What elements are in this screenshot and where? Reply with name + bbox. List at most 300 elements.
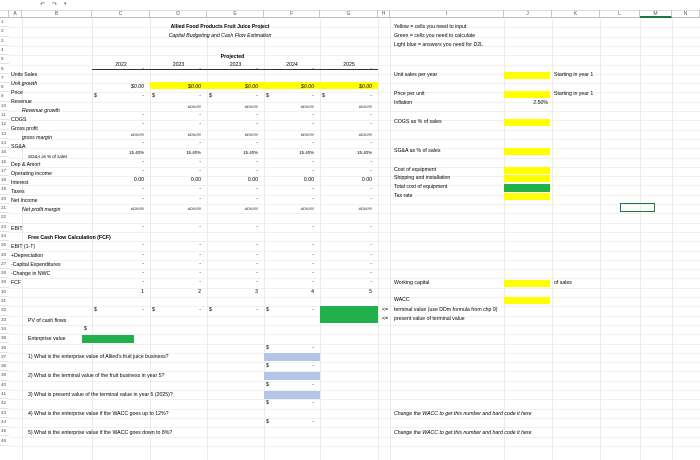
dash-cell[interactable]: - (199, 279, 201, 286)
grid-row-line (9, 232, 700, 233)
pv-dollar[interactable]: $ (209, 307, 212, 314)
question-5: 5) What is the enterprise value if the WACC goes down to 8%? (28, 430, 173, 436)
gross-margin-cell[interactable]: #DIV/0! (358, 131, 372, 137)
dash-cell[interactable]: - (370, 279, 372, 286)
row-header[interactable]: 28 (0, 269, 9, 278)
sga-cell[interactable]: - (312, 139, 314, 146)
total-cost-label: Total cost of equipment (394, 184, 448, 190)
answer-value[interactable]: - (312, 344, 314, 351)
label-operating-income: Operating income (11, 171, 52, 177)
dash-cell[interactable]: - (256, 186, 258, 193)
dash-cell[interactable]: - (142, 223, 144, 230)
revenue-growth-cell[interactable]: #DIV/0! (300, 103, 314, 109)
dash-cell[interactable]: - (142, 270, 144, 277)
dash-cell[interactable]: - (142, 112, 144, 118)
dash-cell[interactable]: - (142, 195, 144, 202)
revenue-growth-cell[interactable]: #DIV/0! (244, 103, 258, 109)
grid-row-line (9, 74, 700, 75)
interest-cell[interactable]: 0.00 (361, 177, 372, 184)
price-per-unit-label: Price per unit (394, 91, 425, 97)
dash-cell[interactable]: - (370, 121, 372, 128)
dash-cell[interactable]: - (142, 186, 144, 193)
dash-cell[interactable]: - (312, 65, 314, 72)
legend-blue: Light blue = answers you need for D2L (394, 42, 483, 48)
label-ebit: EBIT (11, 226, 23, 232)
revenue-dollar[interactable]: $ (94, 93, 97, 100)
label-gross-profit: Gross profit (11, 126, 38, 132)
pv-value[interactable]: - (199, 307, 201, 314)
dash-cell[interactable]: - (312, 186, 314, 193)
dash-cell[interactable]: - (199, 270, 201, 277)
period-number[interactable]: 4 (311, 288, 314, 295)
row-header[interactable]: 41 (0, 390, 9, 399)
pv-terminal-arrow: <= (382, 316, 389, 322)
row-header[interactable]: 8 (0, 83, 9, 92)
dash-cell[interactable]: - (142, 260, 144, 267)
grid-row-line (9, 213, 700, 214)
sga-pct-cell[interactable]: 15.40% (243, 150, 258, 156)
sga-pct-cell[interactable]: 15.40% (357, 150, 372, 156)
gross-margin-cell[interactable]: #DIV/0! (130, 131, 144, 137)
question-3: 3) What is present value of the terminal value in year 5 (2025)? (28, 392, 173, 398)
unit-sales-input[interactable] (504, 72, 550, 79)
answer-q3[interactable] (264, 391, 320, 399)
column-header[interactable]: D (150, 10, 207, 18)
dash-cell[interactable]: - (256, 195, 258, 202)
row-header[interactable]: 24 (0, 232, 9, 241)
dash-cell[interactable]: - (199, 158, 201, 165)
dash-cell[interactable]: - (142, 121, 144, 128)
label-unit-growth: Unit growth (11, 81, 38, 87)
grid-row-line (9, 446, 700, 447)
row-header[interactable]: 23 (0, 223, 9, 232)
row-header[interactable]: 45 (0, 427, 9, 436)
wacc-label: WACC (394, 297, 410, 303)
dash-cell[interactable]: - (142, 242, 144, 249)
label-price: Price (11, 90, 23, 96)
dash-cell[interactable]: - (199, 121, 201, 128)
dash-cell[interactable]: - (142, 251, 144, 258)
dash-cell[interactable]: - (256, 251, 258, 258)
undo-icon[interactable]: ↶ (40, 2, 46, 8)
label-net-income: Net Income (11, 198, 38, 204)
revenue-value[interactable]: - (199, 93, 201, 100)
gross-margin-cell[interactable]: #DIV/0! (244, 131, 258, 137)
dash-cell[interactable]: - (370, 270, 372, 277)
label-net-profit-margin: Net profit margin (22, 207, 61, 213)
row-header[interactable]: 30 (0, 288, 9, 297)
dash-cell[interactable]: - (370, 242, 372, 249)
price-cell[interactable]: $0.00 (359, 84, 372, 91)
revenue-dollar[interactable]: $ (152, 93, 155, 100)
dash-cell[interactable]: - (370, 167, 372, 174)
column-header[interactable]: K (552, 10, 600, 18)
column-header[interactable]: C (92, 10, 150, 18)
dash-cell[interactable]: - (312, 112, 314, 118)
row-header[interactable]: 17 (0, 167, 9, 176)
pv-dollar[interactable]: $ (94, 307, 97, 314)
terminal-value-calc[interactable] (320, 306, 378, 323)
row-header[interactable]: 5 (0, 55, 9, 64)
legend-yellow: Yellow = cells you need to input (394, 24, 467, 30)
net-profit-margin-cell[interactable]: #DIV/0! (244, 206, 258, 211)
dash-cell[interactable]: - (256, 279, 258, 286)
dash-cell[interactable]: - (199, 186, 201, 193)
row-header[interactable]: 38 (0, 362, 9, 371)
pv-value[interactable]: - (256, 307, 258, 314)
of-sales-label: of sales (554, 280, 572, 286)
grid-row-line (9, 46, 700, 47)
shipping-input[interactable] (504, 175, 550, 182)
inflation-value[interactable]: 2.50% (533, 100, 548, 106)
page-title: Allied Food Products Fruit Juice Project (170, 24, 270, 30)
dash-cell[interactable]: - (312, 121, 314, 128)
answer-q2[interactable] (264, 372, 320, 380)
price-cell[interactable]: $0.00 (131, 84, 144, 91)
sga-pct-cell[interactable]: 15.40% (186, 150, 201, 156)
column-header[interactable]: E (207, 10, 264, 18)
answer-dollar[interactable]: $ (266, 344, 269, 351)
row-header[interactable]: 39 (0, 371, 9, 380)
label-cogs: COGS (11, 117, 27, 123)
row-header[interactable]: 37 (0, 353, 9, 362)
grid-row-line (9, 344, 700, 345)
dash-cell[interactable]: - (199, 242, 201, 249)
row-header[interactable]: 12 (0, 120, 9, 129)
label-pv-cf: PV of cash flows (28, 318, 67, 324)
dash-cell[interactable]: - (312, 223, 314, 230)
revenue-dollar[interactable]: $ (266, 93, 269, 100)
grid-row-line (9, 55, 700, 56)
legend-green: Green = cells you need to calculate (394, 33, 476, 39)
starting-year1-a: Starting in year 1 (554, 72, 594, 78)
column-header[interactable]: I (390, 10, 504, 18)
redo-icon[interactable]: ↷ (52, 2, 58, 8)
column-header[interactable]: L (600, 10, 640, 18)
dash-cell[interactable]: - (312, 279, 314, 286)
selected-cell[interactable] (620, 203, 655, 212)
grid-col-line (640, 18, 641, 460)
row-header[interactable]: 27 (0, 260, 9, 269)
dash-cell[interactable]: - (199, 167, 201, 174)
dash-cell[interactable]: - (312, 260, 314, 267)
label-interest: Interest (11, 180, 29, 186)
net-profit-margin-cell[interactable]: #DIV/0! (358, 206, 372, 211)
unit-sales-yr-label: Unit sales per year (394, 72, 438, 78)
dash-cell[interactable]: - (142, 279, 144, 286)
label-revenue: Revenue (11, 99, 32, 105)
dash-cell[interactable]: - (142, 167, 144, 174)
grid-row-line (9, 27, 700, 28)
grid-row-line (9, 297, 700, 298)
dropdown-icon[interactable]: ▾ (64, 1, 67, 7)
pv-value[interactable]: - (312, 307, 314, 314)
price-per-unit-input[interactable] (504, 91, 550, 98)
gross-margin-cell[interactable]: #DIV/0! (300, 131, 314, 137)
row-header[interactable]: 46 (0, 437, 9, 446)
interest-cell[interactable]: 0.00 (190, 177, 201, 184)
column-header[interactable]: N (672, 10, 700, 18)
row-header[interactable]: 2 (0, 27, 9, 36)
answer-value[interactable]: - (312, 363, 314, 370)
label-units-sales: Units Sales (11, 72, 38, 78)
answer-dollar[interactable]: $ (266, 363, 269, 370)
grid-row-line (9, 399, 700, 400)
dash-cell[interactable]: - (370, 65, 372, 72)
pv-terminal-label: present value of terminal value (394, 316, 465, 322)
row-header[interactable]: 36 (0, 344, 9, 353)
dash-cell[interactable]: - (142, 65, 144, 72)
terminal-arrow: <= (382, 307, 389, 313)
answer-dollar[interactable]: $ (266, 418, 269, 425)
dash-cell[interactable]: - (312, 158, 314, 165)
question-1: 1) What is the enterprise value of Allied's fruit juice business? (28, 354, 169, 360)
interest-cell[interactable]: 0.00 (303, 177, 314, 184)
dash-cell[interactable]: - (256, 242, 258, 249)
answer-value[interactable]: - (312, 418, 314, 425)
grid-row-line (9, 325, 700, 326)
grid-col-line (672, 18, 673, 460)
dash-cell[interactable]: - (256, 112, 258, 118)
dash-cell[interactable]: - (256, 223, 258, 230)
revenue-growth-cell[interactable]: #DIV/0! (358, 103, 372, 109)
answer-value[interactable]: - (312, 400, 314, 407)
column-header[interactable]: H (378, 10, 390, 18)
grid-row-line (9, 362, 700, 363)
sga-pct-cell[interactable]: 15.40% (129, 150, 144, 156)
sga-cell[interactable]: - (199, 139, 201, 146)
page-subtitle: Capital Budgeting and Cash Flow Estimation (168, 33, 272, 39)
grid-col-line (390, 18, 391, 460)
column-header[interactable]: B (22, 10, 92, 18)
dash-cell[interactable]: - (370, 223, 372, 230)
row-header[interactable]: 16 (0, 158, 9, 167)
dash-cell[interactable]: - (199, 260, 201, 267)
label-taxes: Taxes (11, 189, 25, 195)
period-number[interactable]: 3 (255, 288, 258, 295)
answer-dollar[interactable]: $ (266, 400, 269, 407)
cost-equip-input[interactable] (504, 167, 550, 174)
price-cell[interactable]: $0.00 (188, 84, 201, 91)
dash-cell[interactable]: - (312, 195, 314, 202)
cogs-pct-label: COGS as % of sales (394, 119, 442, 125)
row-header[interactable]: 44 (0, 418, 9, 427)
total-cost-calc[interactable] (504, 184, 550, 192)
gross-margin-cell[interactable]: #DIV/0! (187, 131, 201, 137)
answer-dollar[interactable]: $ (266, 381, 269, 388)
projected-label: Projected (220, 54, 245, 60)
interest-cell[interactable]: 0.00 (133, 177, 144, 184)
column-header[interactable]: M (640, 10, 672, 18)
label-revenue-growth: Revenue growth (22, 108, 60, 114)
note-q4: Change the WACC to get this number and hard code it here (394, 411, 532, 417)
row-header[interactable]: 11 (0, 111, 9, 120)
period-number[interactable]: 1 (141, 288, 144, 295)
row-header[interactable]: 22 (0, 213, 9, 222)
label-gross-margin: gross margin (22, 135, 52, 141)
tax-rate-input[interactable] (504, 193, 550, 200)
net-profit-margin-cell[interactable]: #DIV/0! (300, 206, 314, 211)
dash-cell[interactable]: - (256, 158, 258, 165)
label-dep-amort: Dep & Amort (11, 162, 41, 168)
pv-dollar[interactable]: $ (152, 307, 155, 314)
dash-cell[interactable]: - (312, 242, 314, 249)
year-2023a: 2023 (150, 62, 207, 70)
grid-row-line (9, 427, 700, 428)
year-2023b: 2023 (207, 62, 264, 70)
row-header[interactable]: 4 (0, 46, 9, 55)
tax-rate-label: Tax rate (394, 193, 413, 199)
row-header[interactable]: 9 (0, 92, 9, 101)
dash-cell[interactable]: - (199, 65, 201, 72)
dash-cell[interactable]: - (370, 251, 372, 258)
row-header[interactable]: 35 (0, 334, 9, 343)
cogs-pct-input[interactable] (504, 119, 550, 126)
row-header[interactable]: 15 (0, 148, 9, 157)
row-header[interactable]: 42 (0, 399, 9, 408)
row-header[interactable]: 21 (0, 204, 9, 213)
revenue-value[interactable]: - (312, 93, 314, 100)
row-header[interactable]: 7 (0, 74, 9, 83)
row-header[interactable]: 40 (0, 381, 9, 390)
working-capital-input[interactable] (504, 280, 550, 287)
grid-col-line (504, 18, 505, 460)
working-capital-label: Working capital (394, 280, 430, 286)
answer-q1[interactable] (264, 353, 320, 361)
sga-cell[interactable]: - (370, 139, 372, 146)
row-header[interactable]: 32 (0, 306, 9, 315)
terminal-value-label: terminal value (use DDm formula from chp 9) (394, 307, 498, 313)
note-q5: Change the WACC to get this number and hard code it here (394, 430, 532, 436)
row-header[interactable]: 6 (0, 65, 9, 74)
period-number[interactable]: 5 (369, 288, 372, 295)
period-number[interactable]: 2 (198, 288, 201, 295)
net-profit-margin-cell[interactable]: #DIV/0! (187, 206, 201, 211)
year-2025: 2025 (320, 62, 378, 70)
price-cell[interactable]: $0.00 (245, 84, 258, 91)
dash-cell[interactable]: - (370, 195, 372, 202)
dash-cell[interactable]: - (312, 270, 314, 277)
pv-value[interactable]: - (142, 307, 144, 314)
grid-row-line (9, 381, 700, 382)
year-2022: 2022 (92, 62, 150, 70)
dash-cell[interactable]: - (142, 158, 144, 165)
column-header[interactable]: F (264, 10, 320, 18)
row-header[interactable]: 3 (0, 37, 9, 46)
select-all-corner[interactable] (0, 10, 9, 18)
label-sga: SG&A (11, 144, 26, 150)
revenue-dollar[interactable]: $ (322, 93, 325, 100)
column-header[interactable]: G (320, 10, 378, 18)
row-header[interactable]: 20 (0, 195, 9, 204)
sga-pct-input[interactable] (504, 148, 550, 155)
row-header[interactable]: 43 (0, 409, 9, 418)
question-2: 2) What is the terminal value of the fruit business in year 5? (28, 373, 165, 379)
sga-cell[interactable]: - (142, 139, 144, 146)
row-header[interactable]: 1 (0, 18, 9, 27)
year-2024: 2024 (264, 62, 320, 70)
dash-cell[interactable]: - (370, 186, 372, 193)
question-4: 4) What is the enterprise value if the WACC goes up to 12%? (28, 411, 169, 417)
label-fcf: FCF (11, 280, 22, 286)
grid-row-line (9, 409, 700, 410)
sga-cell[interactable]: - (256, 139, 258, 146)
column-header[interactable]: A (9, 10, 22, 18)
row-header[interactable]: 34 (0, 325, 9, 334)
label-ebit-1t: EBIT (1-T) (11, 244, 36, 250)
dash-cell[interactable]: - (312, 251, 314, 258)
row-header[interactable]: 33 (0, 316, 9, 325)
dash-cell[interactable]: - (370, 158, 372, 165)
dash-cell[interactable]: - (256, 167, 258, 174)
fcf-section-title: Free Cash Flow Calculation (FCF) (28, 235, 111, 241)
ev-dollar[interactable]: $ (84, 325, 87, 332)
grid-col-line (378, 18, 379, 460)
label-minus-nwc: -Change in NWC (11, 271, 51, 277)
row-header[interactable]: 18 (0, 176, 9, 185)
dash-cell[interactable]: - (199, 195, 201, 202)
revenue-value[interactable]: - (370, 93, 372, 100)
row-header[interactable]: 26 (0, 251, 9, 260)
dash-cell[interactable]: - (256, 65, 258, 72)
row-header[interactable]: 19 (0, 185, 9, 194)
interest-cell[interactable]: 0.00 (247, 177, 258, 184)
answer-value[interactable]: - (312, 381, 314, 388)
revenue-value[interactable]: - (256, 93, 258, 100)
label-sga-pct: SG&A as % of sales (28, 154, 68, 159)
grid-col-line (552, 18, 553, 460)
row-header[interactable]: 25 (0, 241, 9, 250)
grid-col-line (600, 18, 601, 460)
dash-cell[interactable]: - (256, 260, 258, 267)
net-profit-margin-cell[interactable]: #DIV/0! (130, 206, 144, 211)
row-header[interactable]: 13 (0, 130, 9, 139)
row-header[interactable]: 14 (0, 139, 9, 148)
dash-cell[interactable]: - (256, 121, 258, 128)
inflation-label: Inflation (394, 100, 413, 106)
grid-row-line (9, 418, 700, 419)
dash-cell[interactable]: - (370, 260, 372, 267)
row-header[interactable]: 31 (0, 297, 9, 306)
pv-dollar[interactable]: $ (266, 307, 269, 314)
wacc-input[interactable] (504, 297, 550, 304)
row-header[interactable]: 29 (0, 278, 9, 287)
row-header[interactable]: 10 (0, 102, 9, 111)
enterprise-value-calc[interactable] (82, 335, 134, 343)
sga-pct-label: SG&A as % of sales (394, 148, 441, 154)
dash-cell[interactable]: - (199, 251, 201, 258)
cost-equip-label: Cost of equipment (394, 167, 437, 173)
revenue-dollar[interactable]: $ (209, 93, 212, 100)
label-minus-capex: -Capital Expenditures (11, 262, 61, 268)
revenue-growth-cell[interactable]: #DIV/0! (187, 103, 201, 109)
dash-cell[interactable]: - (199, 112, 201, 118)
label-enterprise-value: Enterprise value (28, 336, 66, 342)
grid-row-line (9, 390, 700, 391)
grid-row-line (9, 37, 700, 38)
price-cell[interactable]: $0.00 (301, 84, 314, 91)
column-header[interactable]: J (504, 10, 552, 18)
dash-cell[interactable]: - (256, 270, 258, 277)
label-plus-dep: +Depreciation (11, 253, 44, 259)
starting-year1-b: Starting in year 1 (554, 91, 594, 97)
dash-cell[interactable]: - (199, 223, 201, 230)
sga-pct-cell[interactable]: 15.40% (299, 150, 314, 156)
shipping-label: Shipping and installation (394, 175, 451, 181)
revenue-value[interactable]: - (142, 93, 144, 100)
dash-cell[interactable]: - (370, 112, 372, 118)
dash-cell[interactable]: - (312, 167, 314, 174)
